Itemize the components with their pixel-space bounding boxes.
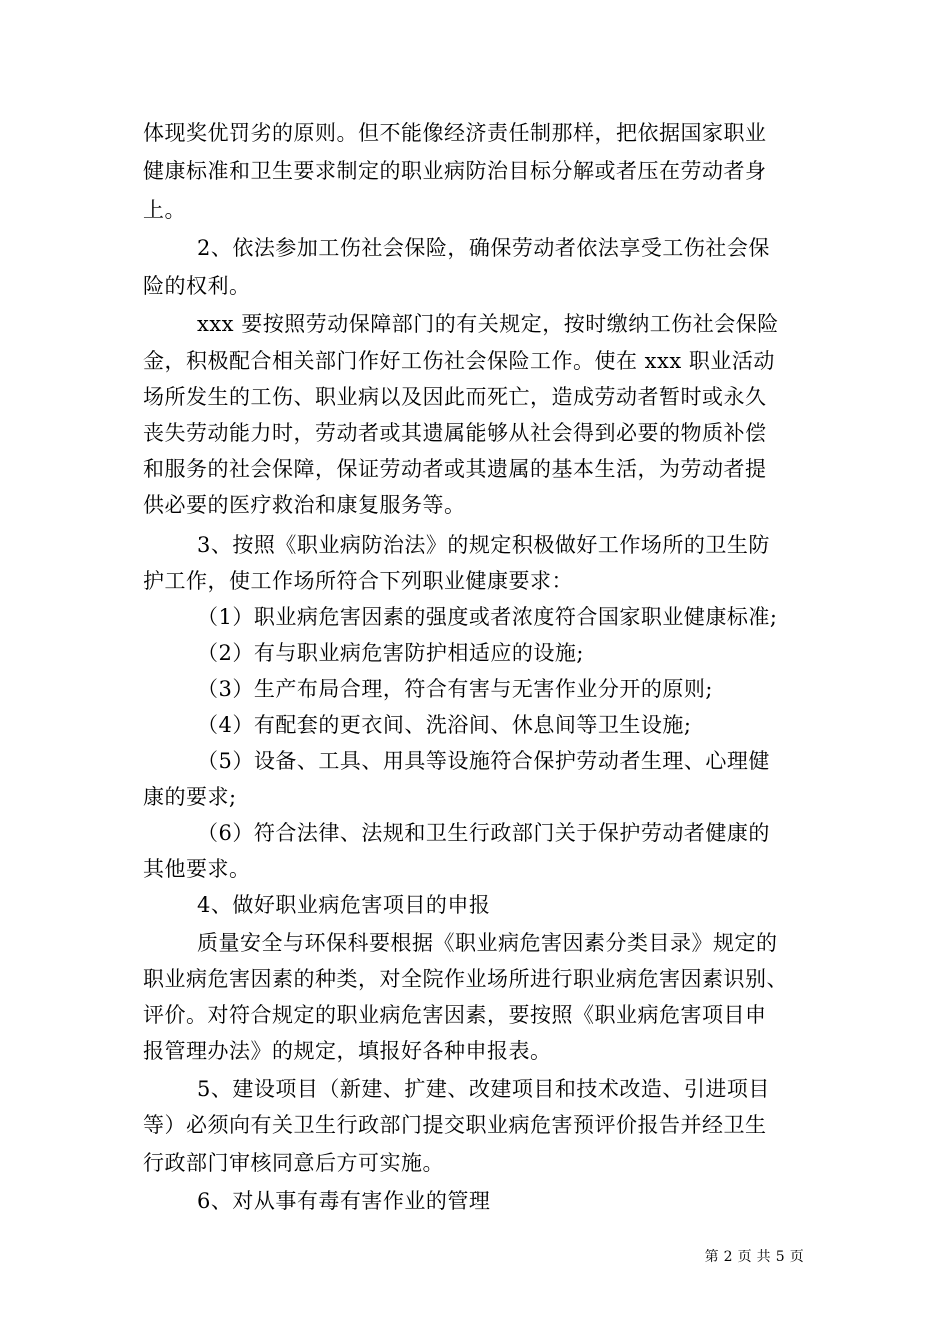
text-line: 险的权利。 — [143, 274, 251, 298]
text-line: （4）有配套的更衣间、洗浴间、休息间等卫生设施; — [197, 713, 692, 737]
text-line: 供必要的医疗救治和康复服务等。 — [143, 493, 466, 517]
text-line: 上。 — [143, 198, 186, 222]
text-line: 丧失劳动能力时，劳动者或其遗属能够从社会得到必要的物质补偿 — [143, 421, 767, 445]
text-line: 报管理办法》的规定，填报好各种申报表。 — [143, 1039, 552, 1063]
text-line: 评价。对符合规定的职业病危害因素，要按照《职业病危害项目申 — [143, 1003, 767, 1027]
text-line: （2）有与职业病危害防护相适应的设施; — [197, 641, 584, 665]
text-line: （5）设备、工具、用具等设施符合保护劳动者生理、心理健 — [197, 749, 770, 773]
text-line: 场所发生的工伤、职业病以及因此而死亡，造成劳动者暂时或永久 — [143, 385, 767, 409]
text-line: （1）职业病危害因素的强度或者浓度符合国家职业健康标准; — [197, 605, 778, 629]
text-line: 6、对从事有毒有害作业的管理 — [197, 1189, 491, 1213]
text-line: 行政部门审核同意后方可实施。 — [143, 1151, 444, 1175]
text-line: （6）符合法律、法规和卫生行政部门关于保护劳动者健康的 — [197, 821, 770, 845]
text-line: 2、依法参加工伤社会保险，确保劳动者依法享受工伤社会保 — [197, 236, 770, 260]
text-line: 等）必须向有关卫生行政部门提交职业病危害预评价报告并经卫生 — [143, 1113, 767, 1137]
text-line: 金，积极配合相关部门作好工伤社会保险工作。使在 xxx 职业活动 — [143, 349, 775, 373]
text-line: 护工作，使工作场所符合下列职业健康要求： — [143, 569, 573, 593]
text-line: 体现奖优罚劣的原则。但不能像经济责任制那样，把依据国家职业 — [143, 121, 767, 145]
text-line: xxx 要按照劳动保障部门的有关规定，按时缴纳工伤社会保险 — [197, 312, 779, 336]
text-line: 5、建设项目（新建、扩建、改建项目和技术改造、引进项目 — [197, 1077, 770, 1101]
text-line: 其他要求。 — [143, 857, 251, 881]
text-line: 健康标准和卫生要求制定的职业病防治目标分解或者压在劳动者身 — [143, 159, 767, 183]
text-line: 康的要求; — [143, 785, 237, 809]
page-number: 第 2 页 共 5 页 — [704, 1249, 804, 1265]
text-line: 和服务的社会保障，保证劳动者或其遗属的基本生活，为劳动者提 — [143, 457, 767, 481]
text-line: （3）生产布局合理，符合有害与无害作业分开的原则; — [197, 677, 713, 701]
text-line: 3、按照《职业病防治法》的规定积极做好工作场所的卫生防 — [197, 533, 770, 557]
text-line: 质量安全与环保科要根据《职业病危害因素分类目录》规定的 — [197, 931, 778, 955]
text-line: 4、做好职业病危害项目的申报 — [197, 893, 491, 917]
text-line: 职业病危害因素的种类，对全院作业场所进行职业病危害因素识别、 — [143, 967, 788, 991]
